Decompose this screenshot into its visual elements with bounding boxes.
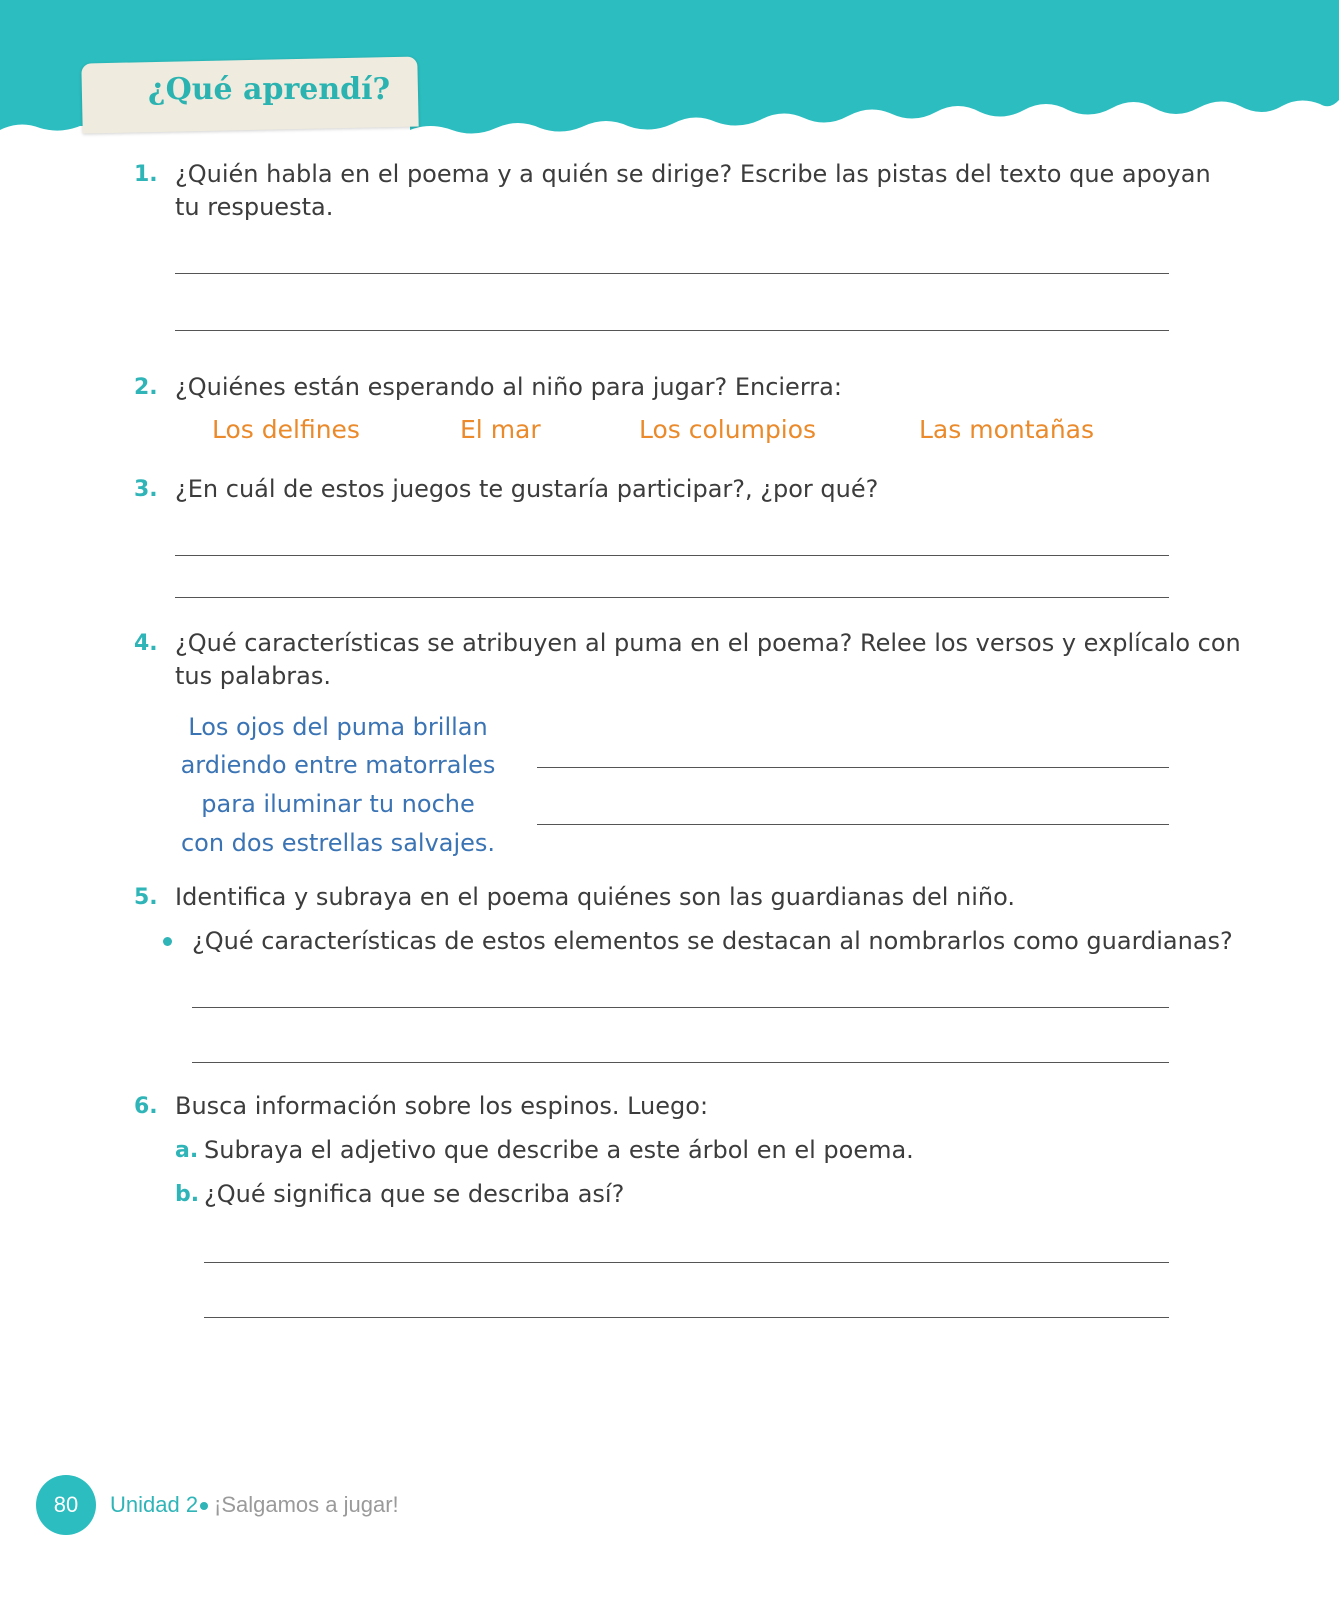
answer-line-1a[interactable]: [175, 273, 1169, 274]
question-6a-letter: a.: [175, 1138, 199, 1163]
footer-unit: Unidad 2: [110, 1492, 199, 1517]
footer-separator-dot: [200, 1502, 208, 1510]
question-3-number: 3.: [134, 477, 158, 502]
question-6b-letter: b.: [175, 1182, 200, 1207]
answer-line-4a[interactable]: [537, 767, 1169, 768]
option-los-delfines[interactable]: Los delfines: [212, 415, 360, 444]
answer-line-6b[interactable]: [204, 1317, 1169, 1318]
poem-verse-3: para iluminar tu noche: [201, 790, 475, 818]
question-6a-text: Subraya el adjetivo que describe a este árbol en el poema.: [204, 1136, 914, 1164]
option-los-columpios[interactable]: Los columpios: [639, 415, 817, 444]
question-2-text: ¿Quiénes están esperando al niño para jugar? Encierra:: [175, 373, 842, 401]
option-las-montanas[interactable]: Las montañas: [919, 415, 1095, 444]
header-band: [0, 0, 1339, 160]
question-1-text-cont: tu respuesta.: [175, 193, 334, 221]
answer-line-4b[interactable]: [537, 824, 1169, 825]
answer-line-1b[interactable]: [175, 330, 1169, 331]
question-4-text-cont: tus palabras.: [175, 662, 332, 690]
question-6b-text: ¿Qué significa que se describa así?: [204, 1180, 625, 1208]
option-el-mar[interactable]: El mar: [460, 415, 541, 444]
answer-line-5a[interactable]: [192, 1007, 1169, 1008]
question-1-text: ¿Quién habla en el poema y a quién se dirige? Escribe las pistas del texto que apoyan: [175, 160, 1211, 188]
poem-verse-1: Los ojos del puma brillan: [188, 713, 488, 741]
question-6-text: Busca información sobre los espinos. Luego:: [175, 1092, 709, 1120]
question-5-bullet-text: ¿Qué características de estos elementos se destacan al nombrarlos como guardianas?: [192, 927, 1233, 955]
bullet-icon: [163, 937, 172, 946]
question-2-number: 2.: [134, 375, 158, 400]
answer-line-6a[interactable]: [204, 1262, 1169, 1263]
question-1-number: 1.: [134, 162, 158, 187]
question-4-number: 4.: [134, 631, 158, 656]
answer-line-3b[interactable]: [175, 597, 1169, 598]
answer-line-3a[interactable]: [175, 555, 1169, 556]
question-5-number: 5.: [134, 885, 158, 910]
answer-line-5b[interactable]: [192, 1062, 1169, 1063]
question-4-text: ¿Qué características se atribuyen al puma en el poema? Relee los versos y explícalo con: [175, 629, 1241, 657]
poem-verse-4: con dos estrellas salvajes.: [180, 829, 496, 857]
question-5-text: Identifica y subraya en el poema quiénes son las guardianas del niño.: [175, 883, 1016, 911]
page-title: ¿Qué aprendí?: [148, 72, 391, 107]
page-number: 80: [53, 1492, 79, 1517]
footer-unit-title: ¡Salgamos a jugar!: [214, 1492, 399, 1517]
question-6-number: 6.: [134, 1094, 158, 1119]
poem-verse-2: ardiendo entre matorrales: [180, 751, 496, 779]
question-3-text: ¿En cuál de estos juegos te gustaría participar?, ¿por qué?: [175, 475, 879, 503]
